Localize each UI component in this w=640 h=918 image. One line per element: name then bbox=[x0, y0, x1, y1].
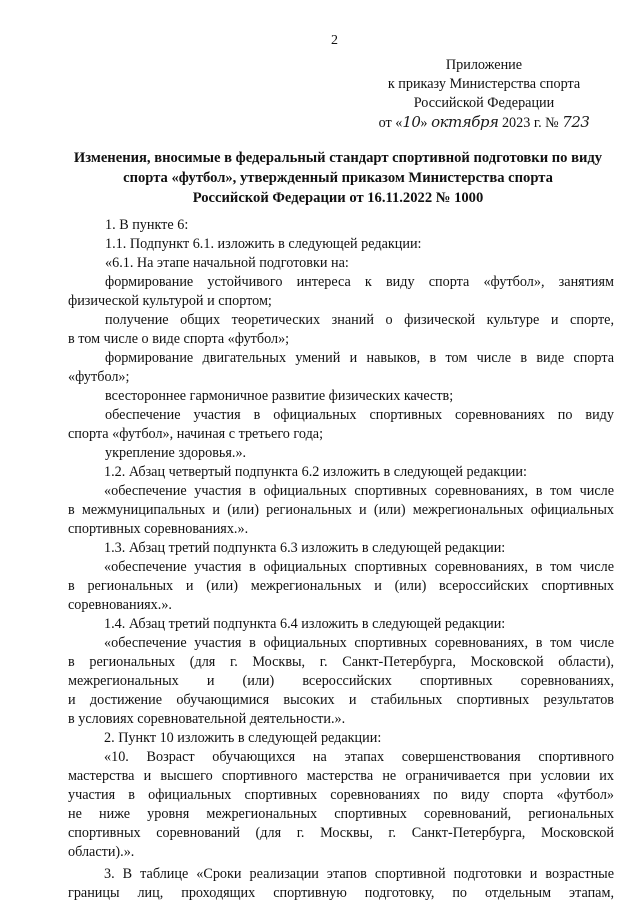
paragraph-line: спорта «футбол», начиная с третьего года; bbox=[68, 426, 324, 442]
date-prefix: от « bbox=[378, 115, 403, 131]
paragraph-line: участия в официальных спортивных соревнованиях по виду спорта «футбол» bbox=[68, 787, 614, 803]
paragraph-line: и достижение обучающимися высоких и стабильных спортивных результатов bbox=[68, 692, 614, 708]
handwritten-month: октября bbox=[431, 113, 499, 131]
paragraph-line: физической культурой и спортом; bbox=[68, 293, 272, 309]
appendix-ministry: Российской Федерации bbox=[413, 95, 555, 111]
title-line-3: Российской Федерации от 16.11.2022 № 1000 bbox=[192, 190, 484, 206]
paragraph-line: 3. В таблице «Сроки реализации этапов спортивной подготовки и возрастные bbox=[104, 866, 614, 882]
paragraph-line: в том числе о виде спорта «футбол»; bbox=[68, 331, 290, 347]
paragraph-line: 1.4. Абзац третий подпункта 6.4 изложить в следующей редакции: bbox=[104, 616, 506, 632]
paragraph-line: не ниже уровня межрегиональных спортивных соревнований, региональных bbox=[68, 806, 614, 822]
paragraph-line: в условиях соревновательной деятельности.». bbox=[68, 711, 346, 727]
paragraph-line: 1.1. Подпункт 6.1. изложить в следующей редакции: bbox=[105, 236, 422, 252]
paragraph-line: получение общих теоретических знаний о физической культуре и спорте, bbox=[105, 312, 614, 328]
paragraph-line: «6.1. На этапе начальной подготовки на: bbox=[105, 255, 349, 271]
appendix-order-ref: к приказу Министерства спорта bbox=[387, 76, 581, 92]
paragraph-line: 1.3. Абзац третий подпункта 6.3 изложить в следующей редакции: bbox=[104, 540, 506, 556]
paragraph-line: 1.2. Абзац четвертый подпункта 6.2 изложить в следующей редакции: bbox=[104, 464, 527, 480]
paragraph-line: «футбол»; bbox=[68, 369, 130, 385]
appendix-header bbox=[356, 56, 612, 133]
paragraph-line: области).». bbox=[68, 844, 135, 860]
paragraph-line: межрегиональных и (или) всероссийских спортивных соревнованиях, bbox=[68, 673, 614, 689]
paragraph-line: «10. Возраст обучающихся на этапах совершенствования спортивного bbox=[104, 749, 614, 765]
paragraph-line: 1. В пункте 6: bbox=[105, 217, 189, 233]
paragraph-line: в региональных (для г. Москвы, г. Санкт-Петербурга, Московской области), bbox=[68, 654, 614, 670]
paragraph-line: «обеспечение участия в официальных спортивных соревнованиях, в том числе bbox=[104, 635, 614, 651]
paragraph-line: всестороннее гармоничное развитие физических качеств; bbox=[105, 388, 454, 404]
handwritten-day: 10 bbox=[402, 113, 421, 131]
title-line-1: Изменения, вносимые в федеральный стандарт спортивной подготовки по виду bbox=[73, 150, 603, 166]
document-body bbox=[68, 216, 614, 903]
handwritten-order-number: 723 bbox=[562, 113, 590, 131]
paragraph-line: укрепление здоровья.». bbox=[105, 445, 247, 461]
paragraph-line: 2. Пункт 10 изложить в следующей редакции: bbox=[104, 730, 382, 746]
paragraph-line: «обеспечение участия в официальных спортивных соревнованиях, в том числе bbox=[104, 483, 614, 499]
paragraph-line: соревнованиях.». bbox=[68, 597, 172, 613]
page-number: 2 bbox=[331, 33, 338, 48]
appendix-date-line bbox=[356, 113, 612, 133]
paragraph-line: границы лиц, проходящих спортивную подготовку, по отдельным этапам, bbox=[68, 885, 614, 901]
paragraph-line: формирование устойчивого интереса к виду спорта «футбол», занятиям bbox=[105, 274, 614, 290]
paragraph-line: «обеспечение участия в официальных спортивных соревнованиях, в том числе bbox=[104, 559, 614, 575]
paragraph-line: обеспечение участия в официальных спортивных соревнованиях по виду bbox=[105, 407, 614, 423]
document-title bbox=[60, 148, 616, 208]
title-line-2: спорта «футбол», утвержденный приказом Министерства спорта bbox=[123, 170, 553, 186]
date-mid: » bbox=[420, 115, 428, 131]
paragraph-line: спортивных соревнований (для г. Москвы, г. Санкт-Петербурга, Московской bbox=[68, 825, 614, 841]
paragraph-line: формирование двигательных умений и навыков, в том числе в виде спорта bbox=[105, 350, 614, 366]
paragraph-line: мастерства и высшего спортивного мастерства не ограничивается при условии их bbox=[68, 768, 614, 784]
paragraph-line: спортивных соревнованиях.». bbox=[68, 521, 249, 537]
date-year: 2023 г. № bbox=[501, 115, 559, 131]
appendix-label: Приложение bbox=[445, 57, 523, 73]
paragraph-line: в межмуниципальных и (или) региональных и (или) межрегиональных официальных bbox=[68, 502, 614, 518]
paragraph-line: в региональных и (или) межрегиональных и (или) всероссийских спортивных bbox=[68, 578, 614, 594]
